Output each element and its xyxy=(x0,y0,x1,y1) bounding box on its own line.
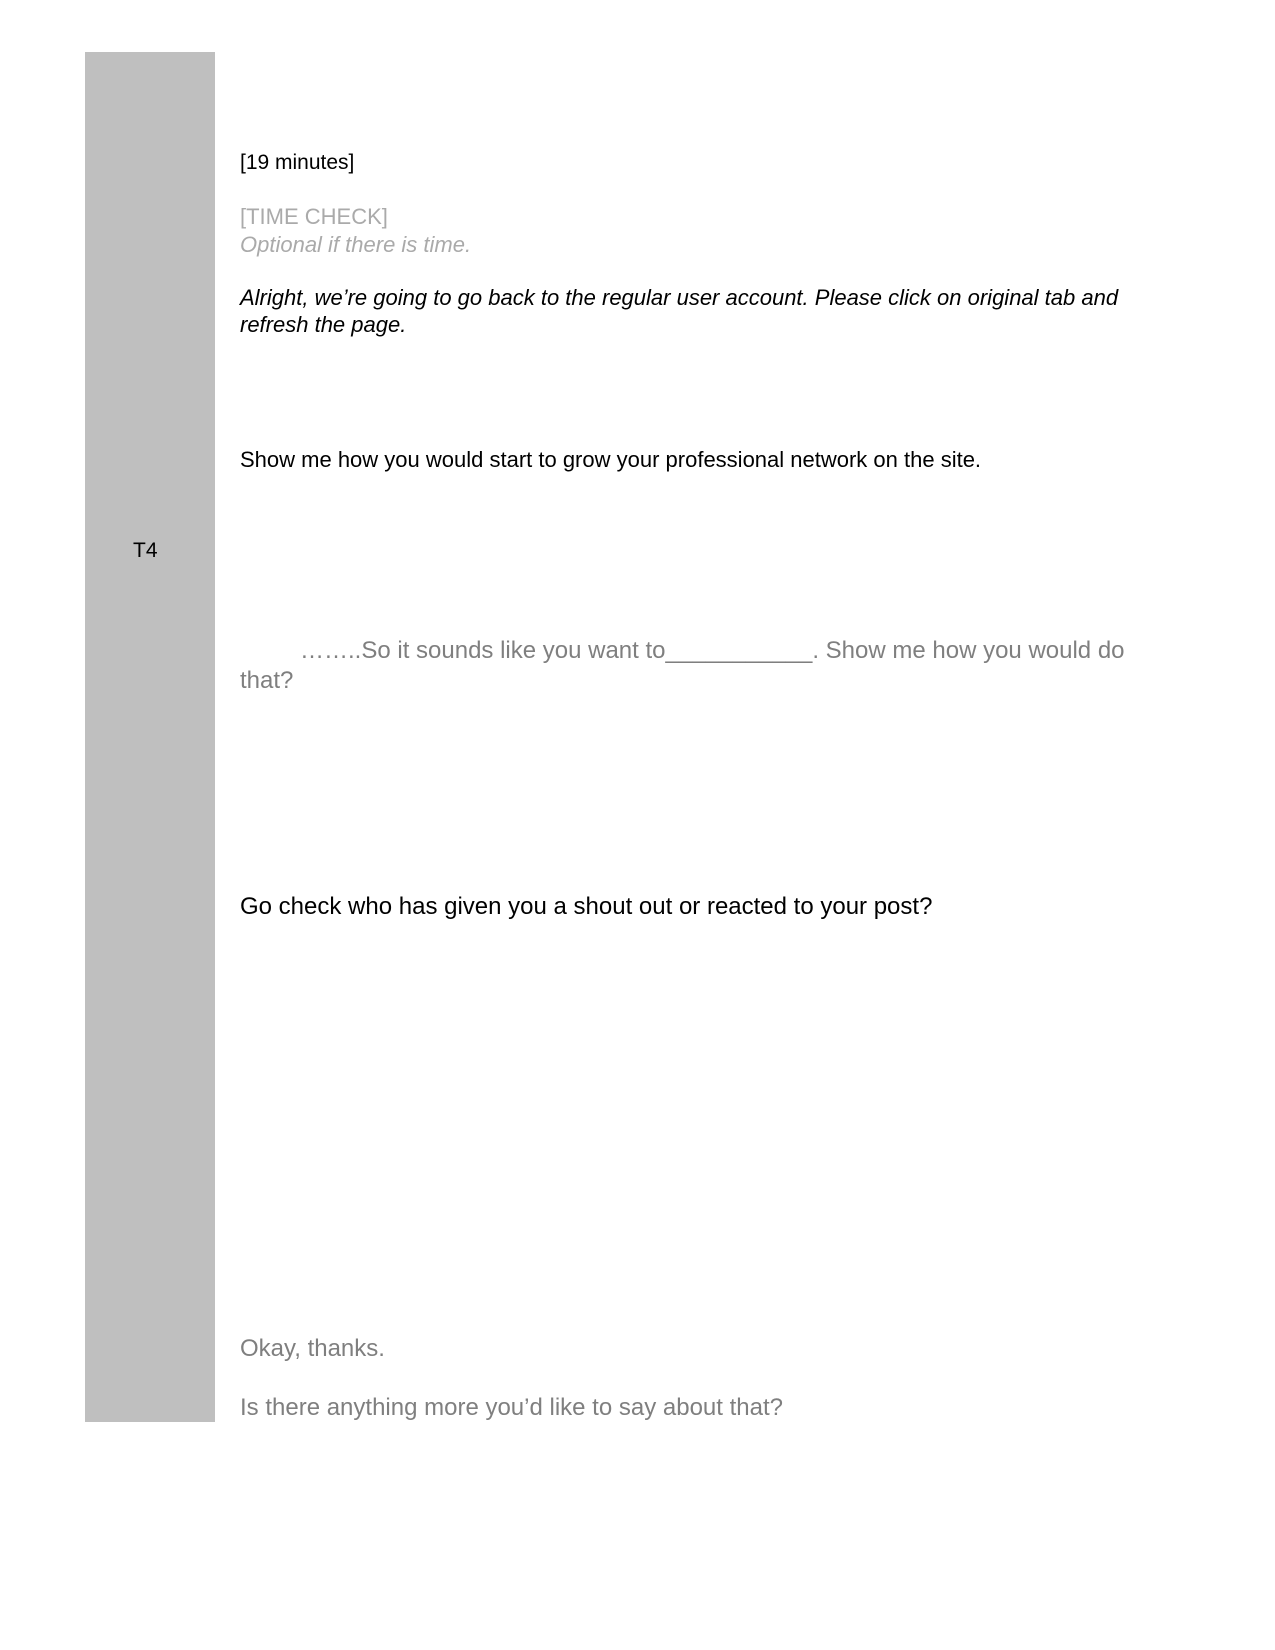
question-shout-out: Go check who has given you a shout out or reacted to your post? xyxy=(240,893,933,920)
anything-more-question: Is there anything more you’d like to say about that? xyxy=(240,1394,783,1421)
duration-note: [19 minutes] xyxy=(240,151,355,174)
instruction-text: Alright, we’re going to go back to the regular user account. Please click on original tab and refresh the page. xyxy=(240,285,1119,337)
task-label: T4 xyxy=(133,539,158,562)
task-sidebar xyxy=(85,52,215,1422)
optional-note: Optional if there is time. xyxy=(240,232,472,257)
time-check-note: [TIME CHECK] xyxy=(240,204,388,229)
question-grow-network: Show me how you would start to grow your professional network on the site. xyxy=(240,447,982,472)
thanks-text: Okay, thanks. xyxy=(240,1335,385,1362)
followup-probe: ……..So it sounds like you want to___________. Show me how you would do that? xyxy=(240,637,1125,694)
